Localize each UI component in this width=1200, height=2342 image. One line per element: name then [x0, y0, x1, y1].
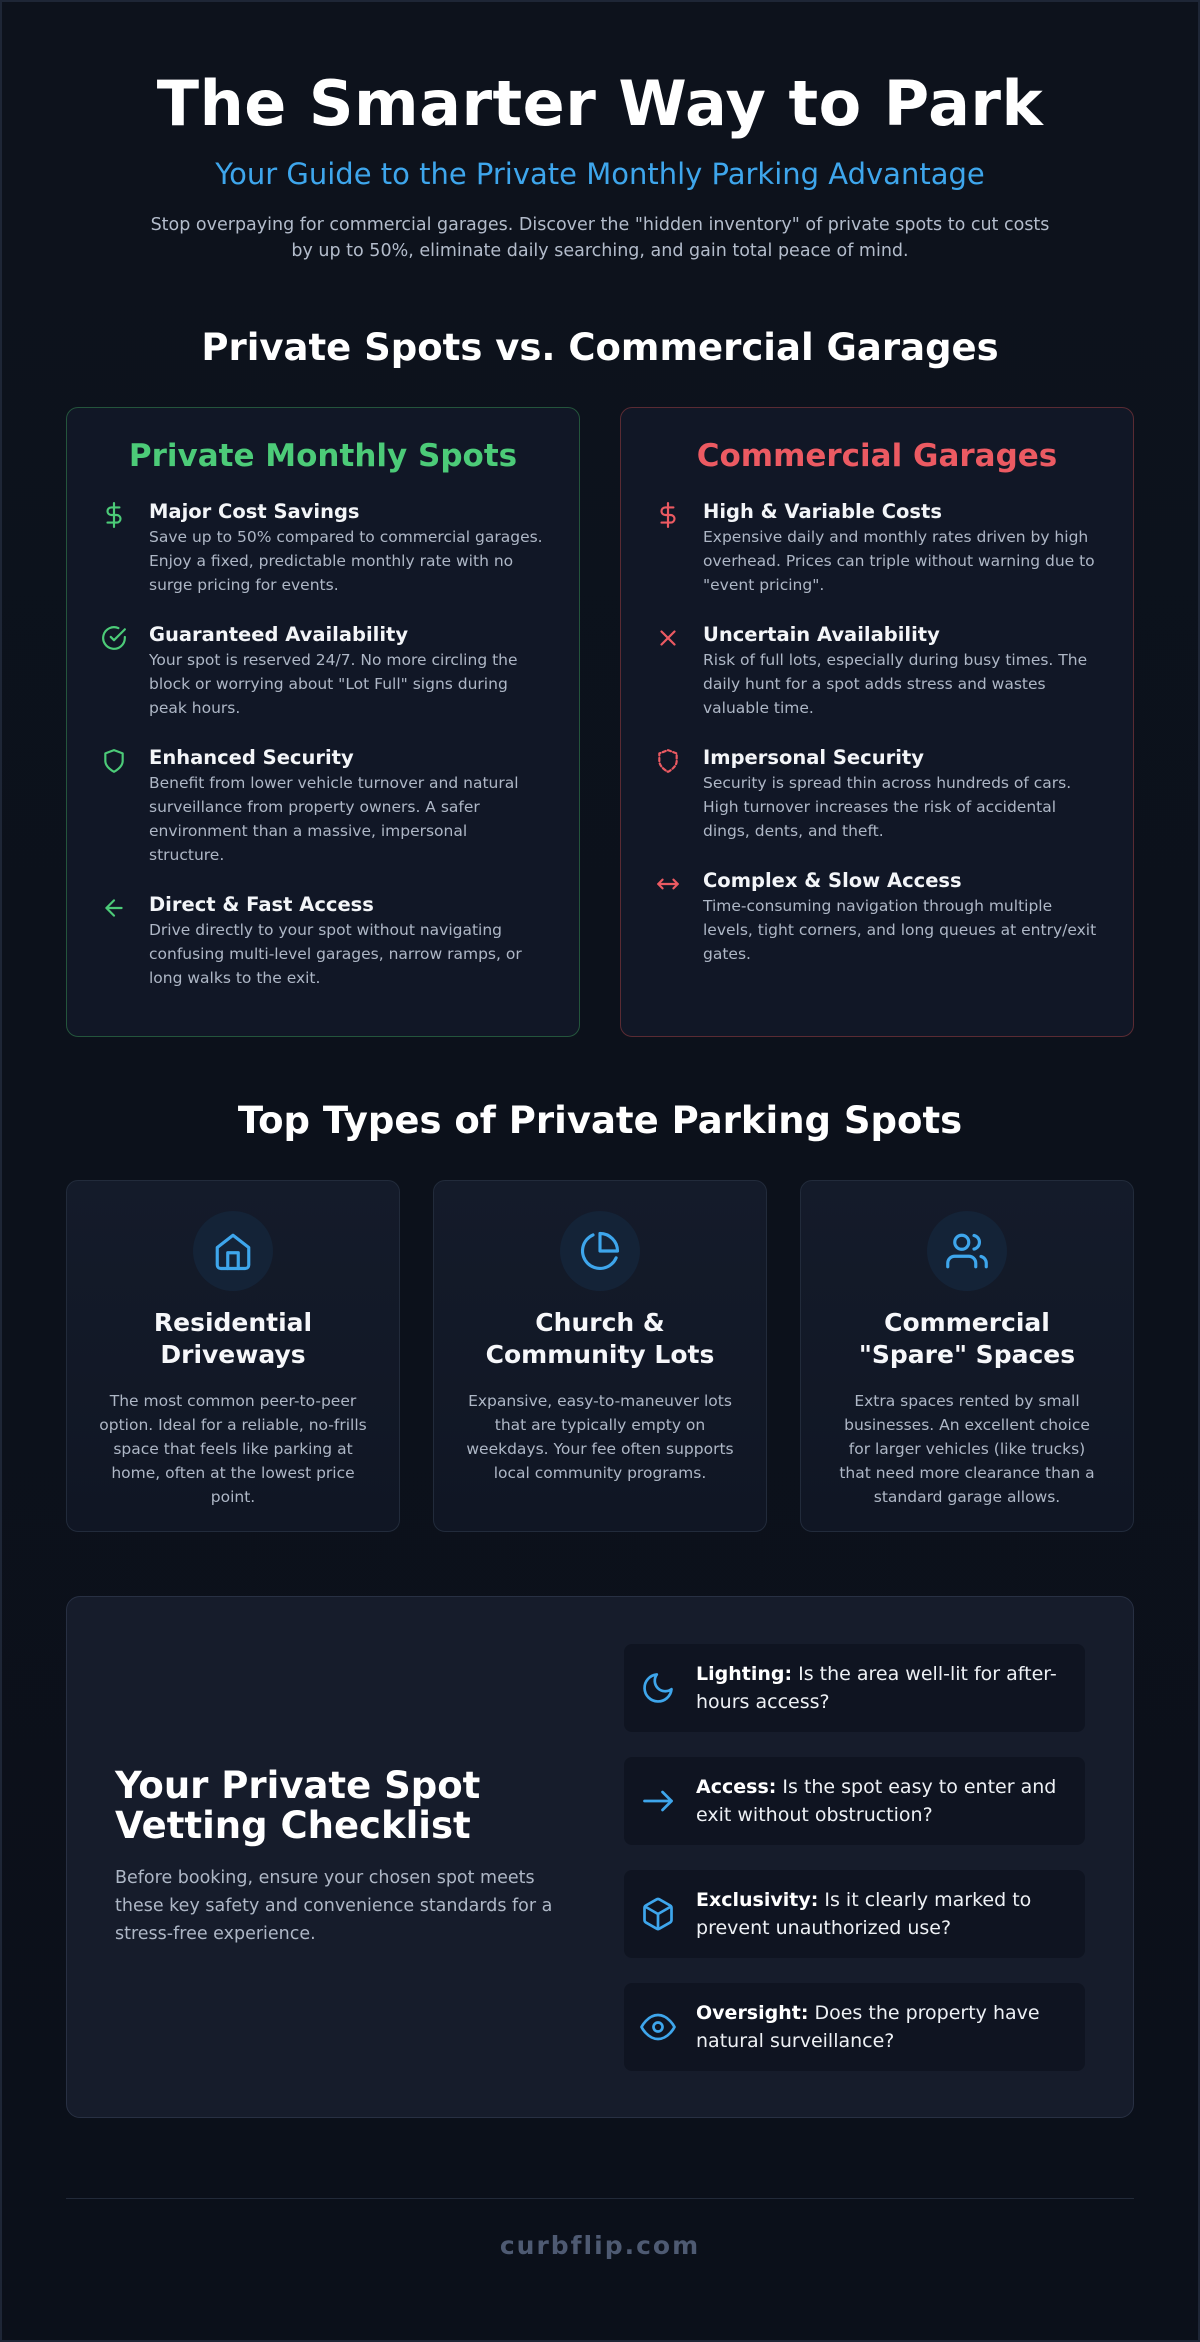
checklist-items [624, 1644, 1085, 2071]
feature-title: Direct & Fast Access [149, 893, 374, 916]
feature-desc: Your spot is reserved 24/7. No more circling the block or worrying about "Lot Full" signs during peak hours. [149, 651, 518, 717]
x-icon [655, 625, 681, 651]
type-desc: Extra spaces rented by small businesses. An excellent choice for larger vehicles (like trucks) that need more clearance than a standard garage allows. [839, 1392, 1095, 1506]
commercial-garages-heading: Commercial Garages [696, 438, 1058, 474]
arrow-right-icon [640, 1783, 676, 1819]
checklist-intro [115, 1766, 572, 1948]
checklist-section [66, 1596, 1134, 2118]
checklist-label: Lighting: [696, 1662, 793, 1685]
type-card-residential [66, 1180, 400, 1532]
feature-item [655, 746, 1099, 843]
dollar-icon [655, 502, 681, 528]
feature-desc: Expensive daily and monthly rates driven by high overhead. Prices can triple without warning due to "event pricing". [703, 528, 1095, 594]
checklist-title: Your Private Spot Vetting Checklist [115, 1764, 481, 1847]
feature-title: High & Variable Costs [703, 500, 942, 523]
feature-item [101, 500, 545, 597]
cube-icon [640, 1896, 676, 1932]
feature-desc: Risk of full lots, especially during busy times. The daily hunt for a spot adds stress and wastes valuable time. [703, 651, 1088, 717]
feature-item [655, 500, 1099, 597]
type-title: Church & Community Lots [485, 1308, 715, 1369]
checklist-question: Does the property have natural surveillance? [696, 2001, 1040, 2052]
type-card-commercial [800, 1180, 1134, 1532]
feature-desc: Time-consuming navigation through multiple levels, tight corners, and long queues at entry/exit gates. [703, 897, 1097, 963]
feature-item [655, 623, 1099, 720]
private-spots-card [66, 407, 580, 1037]
checklist-text [696, 1773, 1069, 1829]
feature-desc: Save up to 50% compared to commercial garages. Enjoy a fixed, predictable monthly rate with no surge pricing for events. [149, 528, 543, 594]
eye-icon [640, 2009, 676, 2045]
house-icon [212, 1230, 254, 1272]
checklist-question: Is the spot easy to enter and exit without obstruction? [696, 1775, 1057, 1826]
feature-title: Enhanced Security [149, 746, 354, 769]
checklist-text [696, 1886, 1069, 1942]
footer-site-link[interactable]: curbflip.com [499, 2231, 701, 2260]
commercial-garages-card [620, 407, 1134, 1037]
footer-divider [66, 2198, 1134, 2199]
type-desc: Expansive, easy-to-maneuver lots that are typically empty on weekdays. Your fee often supports local community programs. [466, 1392, 734, 1482]
users-icon [946, 1230, 988, 1272]
feature-item [101, 746, 545, 867]
private-spots-heading: Private Monthly Spots [128, 438, 518, 474]
type-desc: The most common peer-to-peer option. Ideal for a reliable, no-frills space that feels like parking at home, often at the lowest price point. [99, 1392, 367, 1506]
feature-item [101, 893, 545, 990]
type-title: Commercial "Spare" Spaces [858, 1308, 1076, 1369]
feature-title: Major Cost Savings [149, 500, 360, 523]
checklist-item-oversight [624, 1983, 1085, 2071]
checklist-text [696, 1660, 1069, 1716]
icon-badge [193, 1211, 273, 1291]
page-title: The Smarter Way to Park [156, 67, 1044, 140]
types-title: Top Types of Private Parking Spots [237, 1099, 963, 1142]
arrow-left-icon [101, 895, 127, 921]
feature-title: Uncertain Availability [703, 623, 940, 646]
checklist-question: Is the area well-lit for after-hours access? [696, 1662, 1057, 1713]
comparison-section [66, 407, 1134, 1037]
types-section [66, 1180, 1134, 1532]
check-circle-icon [101, 625, 127, 651]
feature-title: Impersonal Security [703, 746, 924, 769]
header [2, 2, 1198, 264]
feature-desc: Drive directly to your spot without navigating confusing multi-level garages, narrow ramps, or long walks to the exit. [149, 921, 522, 987]
pie-chart-icon [579, 1230, 621, 1272]
type-title: Residential Driveways [153, 1308, 313, 1369]
feature-item [655, 869, 1099, 966]
checklist-question: Is it clearly marked to prevent unauthorized use? [696, 1888, 1032, 1939]
feature-title: Complex & Slow Access [703, 869, 962, 892]
checklist-item-access [624, 1757, 1085, 1845]
feature-item [101, 623, 545, 720]
icon-badge [927, 1211, 1007, 1291]
type-card-church [433, 1180, 767, 1532]
checklist-item-lighting [624, 1644, 1085, 1732]
feature-desc: Security is spread thin across hundreds of cars. High turnover increases the risk of accidental dings, dents, and theft. [703, 774, 1072, 840]
moon-icon [640, 1670, 676, 1706]
icon-badge [560, 1211, 640, 1291]
checklist-text [696, 1999, 1069, 2055]
checklist-item-exclusivity [624, 1870, 1085, 1958]
checklist-desc: Before booking, ensure your chosen spot meets these key safety and convenience standards for a stress-free experience. [115, 1868, 553, 1944]
feature-desc: Benefit from lower vehicle turnover and natural surveillance from property owners. A safer environment than a massive, impersonal structure. [149, 774, 519, 864]
checklist-label: Oversight: [696, 2001, 809, 2024]
intro-text: Stop overpaying for commercial garages. Discover the "hidden inventory" of private spots to cut costs by up to 50%, eliminate daily searching, and gain total peace of mind. [150, 215, 1050, 261]
checklist-label: Access: [696, 1775, 777, 1798]
shield-icon [101, 748, 127, 774]
comparison-title: Private Spots vs. Commercial Garages [201, 326, 999, 369]
feature-title: Guaranteed Availability [149, 623, 409, 646]
page-subtitle: Your Guide to the Private Monthly Parking Advantage [215, 157, 985, 191]
dollar-icon [101, 502, 127, 528]
shield-dashed-icon [655, 748, 681, 774]
checklist-label: Exclusivity: [696, 1888, 819, 1911]
arrows-horizontal-icon [655, 871, 681, 897]
